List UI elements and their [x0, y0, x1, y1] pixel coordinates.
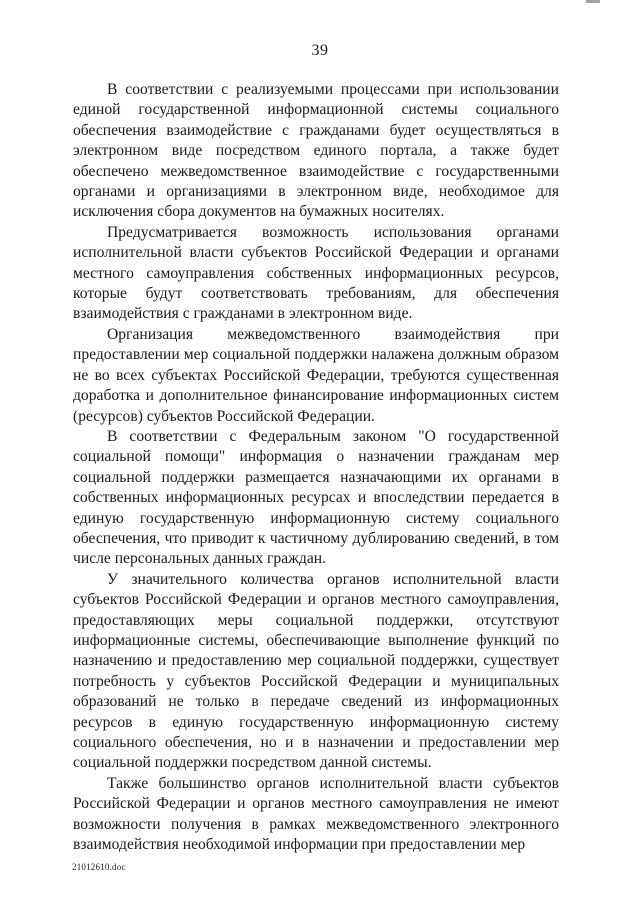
paragraph: В соответствии с Федеральным законом "О государственной социальной помощи" информация о назначении гражданам мер социальной поддержки размещается назначающими их органами в собственных информационных ресурсах и впоследствии передается в единую государственную информационную систему социального обеспечения, что приводит к частичному дублированию сведений, в том числе персональных данных граждан. — [73, 427, 559, 568]
scan-artifact-mark — [586, 0, 600, 3]
paragraph: Также большинство органов исполнительной власти субъектов Российской Федерации и органов местного самоуправления не имеют возможности получения в рамках межведомственного электронного взаимодействия необходимой информации при предоставлении мер — [73, 774, 559, 854]
paragraph: В соответствии с реализуемыми процессами при использовании единой государственной информационной системы социального обеспечения взаимодействие с гражданами будет осуществляться в электронном виде посредством единого портала, а также будет обеспечено межведомственное взаимодействие с государственными органами и организациями в электронном виде, необходимое для исключения сбора документов на бумажных носителях. — [73, 81, 559, 221]
footer-filename: 21012610.doc — [72, 862, 126, 872]
paragraph: У значительного количества органов исполнительной власти субъектов Российской Федерации и органов местного самоуправления, предоставляющих меры социальной поддержки, отсутствуют информационные системы, обеспечивающие выполнение функций по назначению и предоставлению мер социальной поддержки, существует потребность у субъектов Российской Федерации и муниципальных образований не только в передаче сведений из информационных ресурсов в единую государственную информационную систему социального обеспечения, но и в назначении и предоставлении мер социальной поддержки посредством данной системы. — [73, 570, 559, 772]
page-number: 39 — [311, 42, 329, 59]
document-body — [73, 80, 559, 855]
paragraph: Предусматривается возможность использования органами исполнительной власти субъектов Российской Федерации и органами местного самоуправления собственных информационных ресурсов, которые будут соответствовать требованиям, для обеспечения взаимодействия с гражданами в электронном виде. — [73, 223, 559, 323]
paragraph: Организация межведомственного взаимодействия при предоставлении мер социальной поддержки налажена должным образом не во всех субъектах Российской Федерации, требуются существенная доработка и дополнительное финансирование информационных систем (ресурсов) субъектов Российской Федерации. — [73, 325, 559, 425]
